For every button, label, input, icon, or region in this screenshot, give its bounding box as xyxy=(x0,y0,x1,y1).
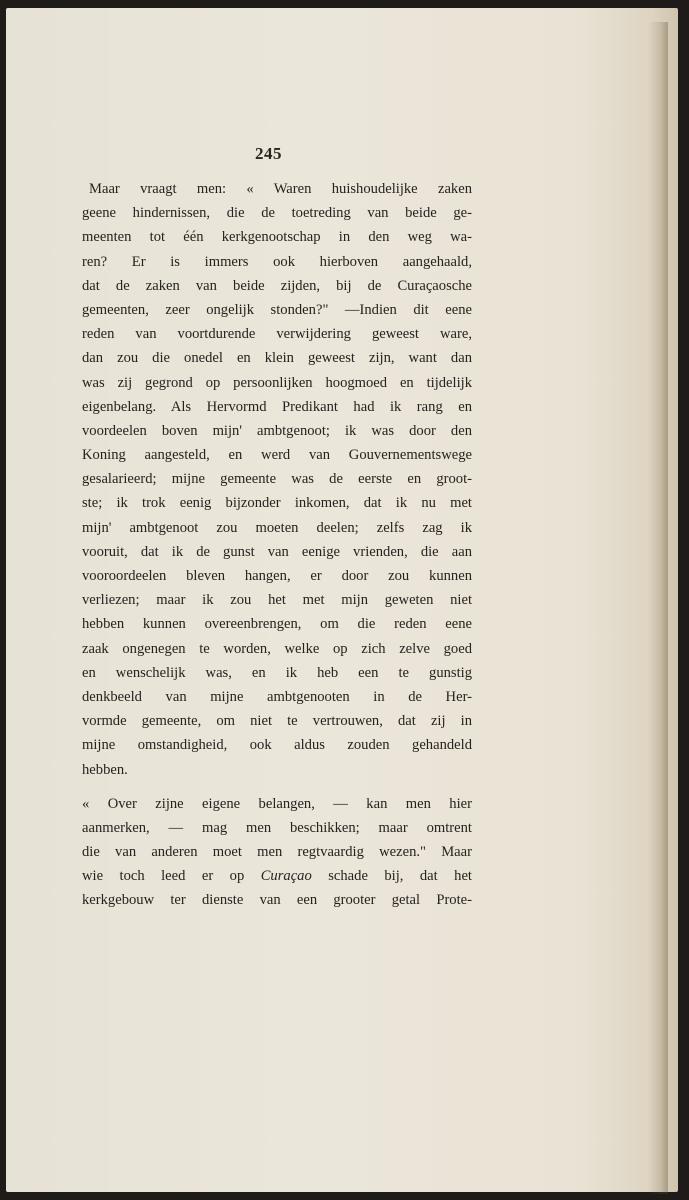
text-line: verliezen; maar ik zou het met mijn geweten niet xyxy=(82,592,472,609)
text-line: gemeenten, zeer ongelijk stonden?" —Indien dit eene xyxy=(82,301,472,318)
text-line: en wenschelijk was, en ik heb een te gunstig xyxy=(82,664,472,681)
text-line: voordeelen boven mijn' ambtgenoot; ik was door den xyxy=(82,422,472,439)
paragraph-2 xyxy=(82,792,472,913)
text-line: kerkgebouw ter dienste van een grooter getal Prote- xyxy=(82,892,472,909)
text-line-with-italic xyxy=(82,864,472,888)
text-line: « Over zijne eigene belangen, — kan men hier xyxy=(82,795,472,812)
text-line: Maar vraagt men: « Waren huishoudelijke zaken xyxy=(89,181,472,197)
italic-place-name: Curaçao xyxy=(260,868,312,885)
text-line: vooroordeelen bleven hangen, er door zou kunnen xyxy=(82,568,472,584)
text-line: mijn' ambtgenoot zou moeten deelen; zelfs zag ik xyxy=(82,519,472,536)
text-line: aanmerken, — mag men beschikken; maar omtrent xyxy=(82,819,472,836)
text-line: denkbeeld van mijne ambtgenooten in de Her- xyxy=(82,688,472,705)
text-line: dat de zaken van beide zijden, bij de Curaçaosche xyxy=(82,277,472,294)
text-line: die van anderen moet men regtvaardig wezen." Maar xyxy=(82,844,472,861)
text-line: eigenbelang. Als Hervormd Predikant had ik rang en xyxy=(82,398,472,415)
text-line: hebben. xyxy=(82,761,128,778)
text-line: ste; ik trok eenig bijzonder inkomen, dat ik nu met xyxy=(82,495,472,512)
text-line: dan zou die onedel en klein geweest zijn, want dan xyxy=(82,350,472,367)
text-line: zaak ongenegen te worden, welke op zich zelve goed xyxy=(82,640,472,657)
text-line: hebben kunnen overeenbrengen, om die reden eene xyxy=(82,616,472,633)
text-line: ren? Er is immers ook hierboven aangehaald, xyxy=(82,253,472,270)
text-segment: wie toch leed er op xyxy=(82,868,261,885)
text-line: vormde gemeente, om niet te vertrouwen, dat zij in xyxy=(82,713,472,730)
text-segment: schade bij, dat het xyxy=(311,868,472,885)
text-line: Koning aangesteld, en werd van Gouvernementswege xyxy=(82,447,472,464)
text-line: meenten tot één kerkgenootschap in den weg wa- xyxy=(82,229,472,246)
text-line: gesalarieerd; mijne gemeente was de eerste en groot- xyxy=(82,471,472,488)
text-line: reden van voortdurende verwijdering geweest ware, xyxy=(82,326,472,343)
text-line: mijne omstandigheid, ook aldus zouden gehandeld xyxy=(82,737,472,754)
paragraph-1 xyxy=(82,177,472,782)
body-text xyxy=(82,177,472,913)
text-line: geene hindernissen, die de toetreding van beide ge- xyxy=(82,205,472,222)
text-line: was zij gegrond op persoonlijken hoogmoed en tijdelijk xyxy=(82,374,472,391)
page-edge-shadow xyxy=(648,22,668,1194)
text-line: vooruit, dat ik de gunst van eenige vrienden, die aan xyxy=(82,543,472,560)
page-number: 245 xyxy=(255,144,282,163)
